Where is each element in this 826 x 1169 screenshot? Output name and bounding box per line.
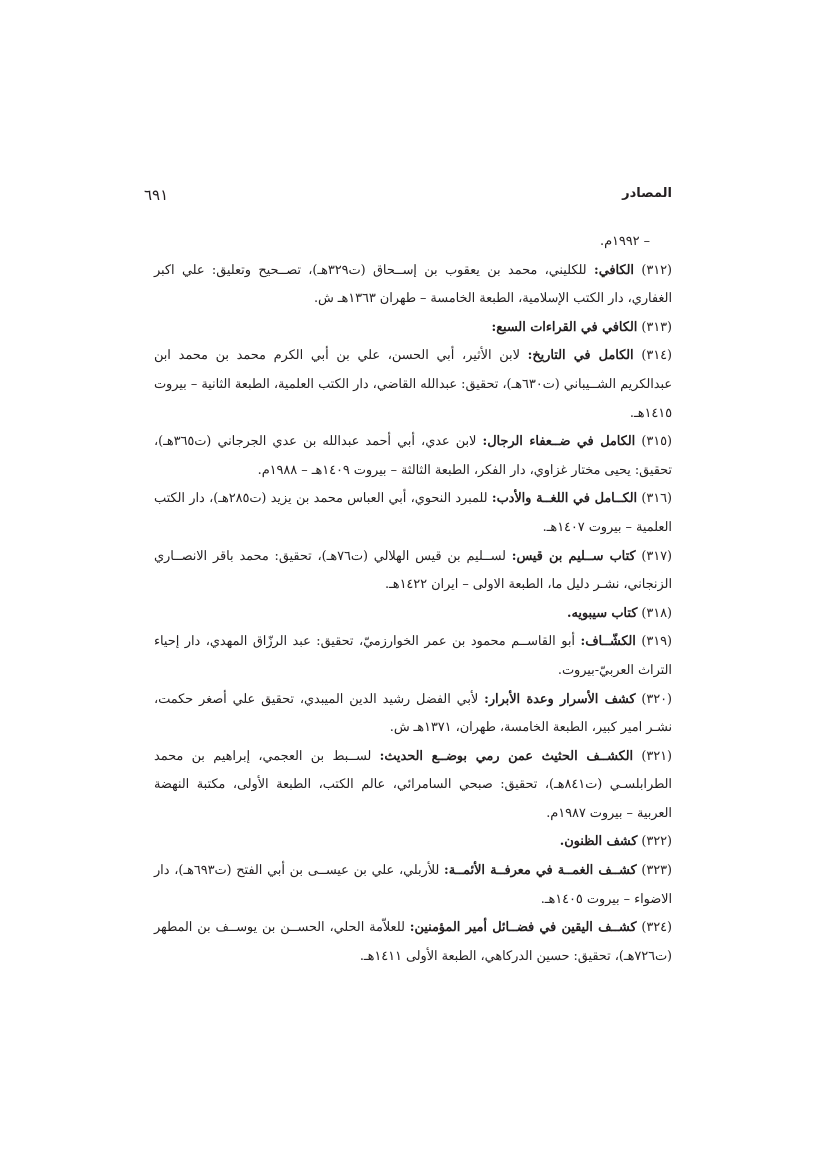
bibliography-entry [154,857,672,914]
entry-number: (٣١٥) [641,434,672,450]
bibliography-entry [154,743,672,829]
bibliography-entry [154,485,672,542]
bibliography-entry [154,314,672,343]
bibliography-entry [154,628,672,685]
entry-number: (٣١٣) [641,319,672,335]
bibliography-entry [154,428,672,485]
entry-number: (٣١٧) [641,548,673,564]
entry-text: للمبرد النحوي، أبي العباس محمد بن يزيد (ت٢٨٥هـ)، دار الكتب العلمية – بيروت ١٤٠٧هـ. [154,491,672,535]
bibliography-list [154,228,672,971]
entry-text: أبو القاســم محمود بن عمر الخوارزميّ، تحقيق: عبد الرزّاق المهدي، دار إحياء التراث العربيّ-بيروت. [154,634,672,678]
bibliography-entry [154,600,672,629]
entry-text: لأبي الفضل رشيد الدين الميبدي، تحقيق علي أصغر حكمت، نشـر امير كبير، الطبعة الخامسة، طهران، ١٣٧١هـ ش. [154,691,672,736]
entry-number: (٣٢٣) [641,863,672,879]
running-title: المصادر [622,186,672,201]
bibliography-entry [154,686,672,743]
entry-text: لســبط بن العجمي، إبراهيم بن محمد الطرابلسـي (ت٨٤١هـ)، تحقيق: صبحي السامرائي، عالم الكتب، الطبعة الأولى، مكتبة النهضة العربية – بيروت ١٩٨٧م. [154,748,672,821]
entry-number: (٣٢١) [641,748,672,764]
entry-text: لابن عدي، أبي أحمد عبدالله بن عدي الجرجاني (ت٣٦٥هـ)، تحقيق: يحيى مختار غزاوي، دار الفكر، الطبعة الثالثة – بيروت ١٤٠٩هـ – ١٩٨٨م. [154,434,672,478]
entry-number: (٣١٤) [641,348,672,364]
entry-number: (٣١٩) [641,634,672,650]
entry-title: كشف الظنون. [559,834,638,850]
entry-title: الكامل في ضــعفاء الرجال: [482,434,636,450]
entry-title: كشــف اليقين في فضــائل أمير المؤمنين: [409,920,637,936]
entry-title: الكشــف الحثيث عمن رمي بوضــع الحديث: [379,748,634,764]
entry-title: الكــامل في اللغــة والأدب: [491,491,638,507]
entry-list [154,257,672,972]
page-header [144,186,672,214]
entry-text: لابن الأثير، أبي الحسن، علي بن أبي الكرم محمد بن محمد ابن عبدالكريم الشــيباني (ت٦٣٠هـ)، تحقيق: عبدالله القاضي، دار الكتب العلمية، الطبعة الثانية – بيروت ١٤١٥هـ. [154,348,672,421]
entry-text: للأربلي، علي بن عيســى بن أبي الفتح (ت٦٩٣هـ)، دار الاضواء – بيروت ١٤٠٥هـ. [154,863,672,907]
bibliography-entry [154,914,672,971]
entry-number: (٣١٦) [641,491,673,507]
entry-text: للكليني، محمد بن يعقوب بن إســحاق (ت٣٢٩هـ)، تصــحيح وتعليق: علي اكبر الغفاري، دار الكتب الإسلامية، الطبعة الخامسة – طهران ١٣٦٣هـ ش. [154,262,672,307]
entry-title: كشــف الغمــة في معرفــة الأئمــة: [444,863,637,879]
entry-number: (٣١٨) [641,605,672,621]
entry-number: (٣٢٤) [641,920,672,936]
entry-number: (٣٢٢) [641,834,672,850]
page-number: ٦٩١ [144,186,169,204]
entry-title: الكافي: [594,262,634,278]
bibliography-entry [154,257,672,314]
entry-title: الكافي في القراءات السبع: [491,319,638,335]
entry-number: (٣٢٠) [641,691,672,707]
entry-text: لســليم بن قيس الهلالي (ت٧٦هـ)، تحقيق: محمد باقر الانصــاري الزنجاني، نشـر دليل ما، الطبعة الاولى – ايران ١٤٢٢هـ. [154,548,672,593]
bibliography-entry [154,342,672,428]
entry-title: الكامل في التاريخ: [527,348,634,364]
bibliography-entry [154,828,672,857]
entry-title: كتاب سيبويه. [567,605,638,621]
entry-number: (٣١٢) [641,262,672,278]
continued-line: – ١٩٩٢م. [600,234,650,249]
entry-text: للعلاّمة الحلي، الحســن بن يوســف بن المطهر (ت٧٢٦هـ)، تحقيق: حسين الدركاهي، الطبعة الأولى ١٤١١هـ. [154,920,672,964]
entry-title: كشف الأسرار وعدة الأبرار: [484,691,636,707]
bibliography-entry [154,543,672,600]
entry-title: الكشّــاف: [580,634,636,650]
entry-title: كتاب ســليم بن قيس: [511,548,636,564]
